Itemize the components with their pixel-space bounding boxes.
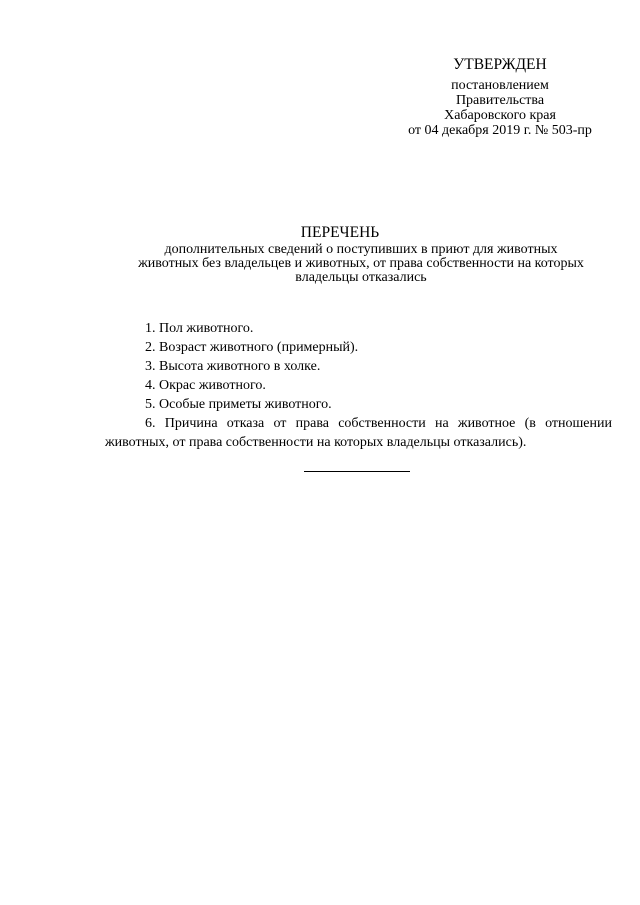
subtitle-line-2: животных без владельцев и животных, от права собственности на которых [138,256,584,271]
approval-stamp [395,56,605,138]
list-item: 1. Пол животного. [145,321,254,336]
approval-line-region: Хабаровского края [444,108,556,123]
document-title: ПЕРЕЧЕНЬ [300,224,380,241]
approval-title: УТВЕРЖДЕН [453,56,547,73]
approval-line-date-number: от 04 декабря 2019 г. № 503-пр [408,123,592,138]
document-subtitle [105,243,617,285]
closing-divider [304,471,410,472]
list-item: 4. Окрас животного. [145,378,266,393]
approval-line-resolution: постановлением [451,78,549,93]
list-item: 5. Особые приметы животного. [145,397,332,412]
items-list [105,319,612,452]
approval-line-government: Правительства [455,93,545,108]
list-item: 6. Причина отказа от права собственности на животное (в отношении животных, от права собственности на которых владельцы отказались). [105,416,612,450]
subtitle-line-3: владельцы отказались [295,270,427,285]
list-item: 3. Высота животного в холке. [145,359,321,374]
subtitle-line-1: дополнительных сведений о поступивших в приют для животных [164,242,558,257]
list-item: 2. Возраст животного (примерный). [145,340,359,355]
